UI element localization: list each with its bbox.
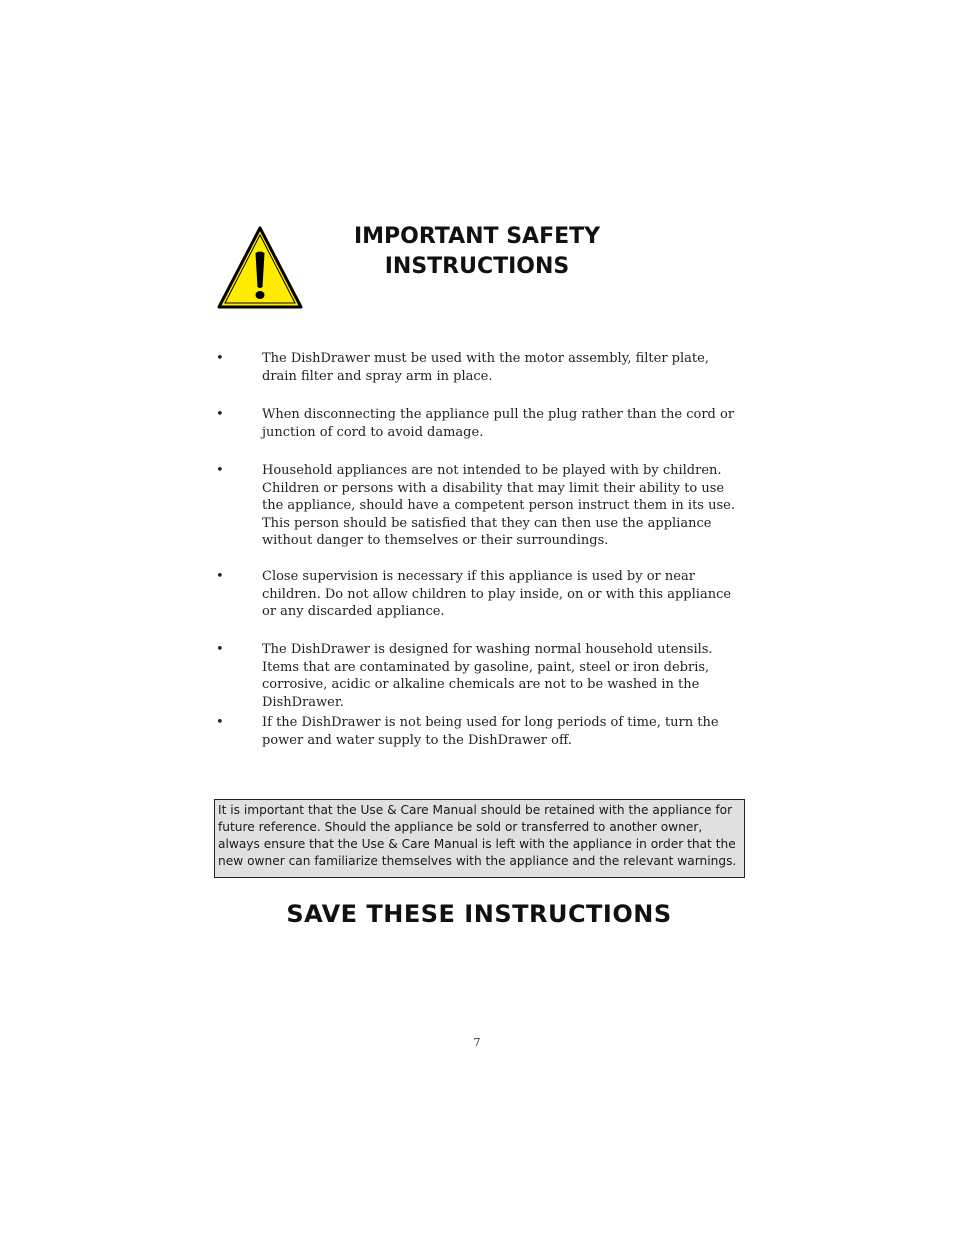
- bullet-dot-icon: •: [216, 715, 224, 730]
- list-item: [216, 568, 746, 621]
- page-number: 7: [473, 1036, 481, 1049]
- bullet-dot-icon: •: [216, 351, 224, 366]
- bullet-dot-icon: •: [216, 642, 224, 657]
- bullet-text: The DishDrawer is designed for washing normal household utensils. Items that are contaminated by gasoline, paint, steel or iron debris, corrosive, acidic or alkaline chemicals are not to be washed in the DishDrawer.: [262, 642, 713, 710]
- list-item: [216, 641, 746, 711]
- bullet-dot-icon: •: [216, 463, 224, 478]
- title-line-1: IMPORTANT SAFETY: [353, 224, 601, 249]
- page-title: [330, 222, 624, 282]
- bullet-dot-icon: •: [216, 407, 224, 422]
- list-item: [216, 714, 746, 749]
- list-item: [216, 350, 746, 385]
- save-instructions-heading: SAVE THESE INSTRUCTIONS: [286, 900, 672, 928]
- bullet-text: Household appliances are not intended to be played with by children. Children or persons with a disability that may limit their ability to use the appliance, should have a competent person instruct them in its use. This person should be satisfied that they can then use the appliance without danger to themselves or their surroundings.: [262, 463, 735, 548]
- bullet-text: When disconnecting the appliance pull the plug rather than the cord or junction of cord to avoid damage.: [262, 407, 735, 440]
- bullet-dot-icon: •: [216, 569, 224, 584]
- list-item: [216, 462, 746, 550]
- bullet-text: Close supervision is necessary if this appliance is used by or near children. Do not allow children to play inside, on or with this appliance or any discarded appliance.: [262, 569, 732, 619]
- notice-box: It is important that the Use & Care Manual should be retained with the appliance for future reference. Should the appliance be sold or transferred to another owner, always ensure that the Use & Care Manual is left with the appliance in order that the new owner can familiarize themselves with the appliance and the relevant warnings.: [214, 799, 745, 878]
- warning-triangle-icon: [216, 225, 304, 310]
- title-line-2: INSTRUCTIONS: [384, 254, 570, 279]
- bullet-text: The DishDrawer must be used with the motor assembly, filter plate, drain filter and spray arm in place.: [262, 351, 709, 384]
- bullet-text: If the DishDrawer is not being used for long periods of time, turn the power and water supply to the DishDrawer off.: [262, 715, 719, 748]
- list-item: [216, 406, 746, 441]
